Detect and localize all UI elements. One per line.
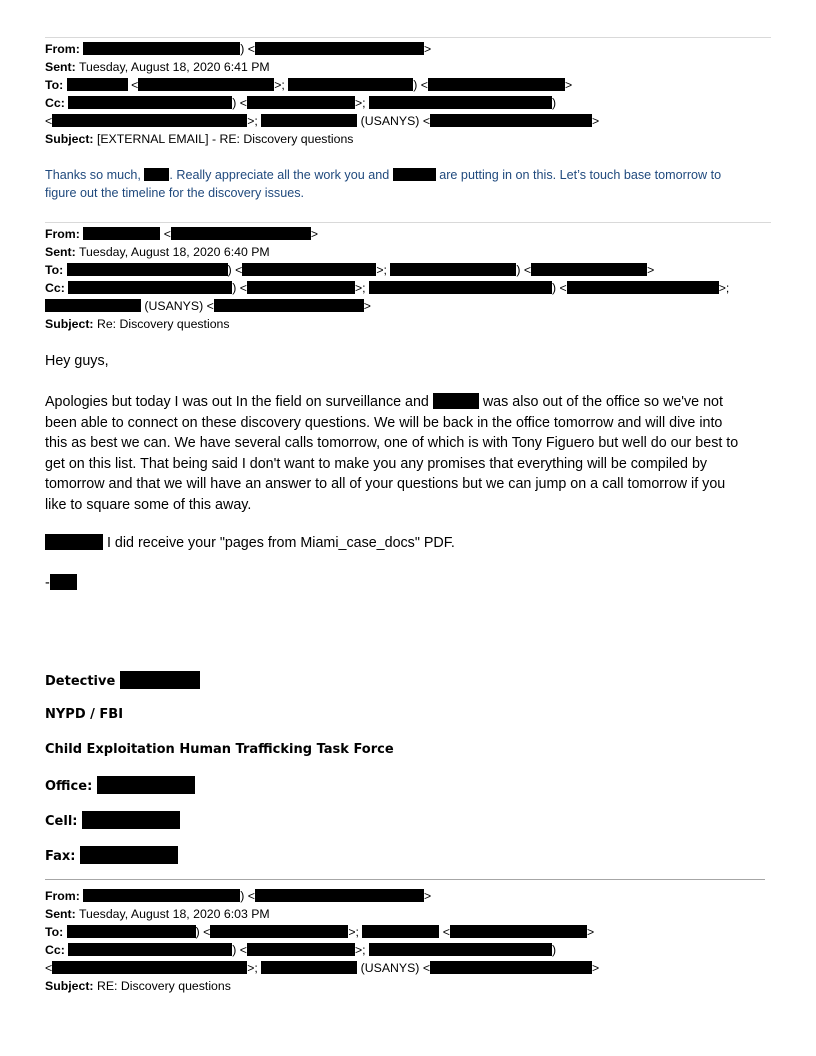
email1-cc-line2: < >; (USANYS) < > (45, 114, 600, 128)
separator (45, 222, 771, 223)
subject-text: RE: Discovery questions (96, 979, 231, 993)
email2-subject-line: Subject: Re: Discovery questions (45, 317, 230, 331)
redaction (120, 671, 200, 689)
sign-off: - (45, 573, 775, 594)
email2-sent-line: Sent: Tuesday, August 18, 2020 6:40 PM (45, 245, 270, 259)
email1-subject-line: Subject: [EXTERNAL EMAIL] - RE: Discovery questions (45, 132, 354, 146)
email1-sent-line: Sent: Tuesday, August 18, 2020 6:41 PM (45, 60, 270, 74)
reply1-line1: Thanks so much, . Really appreciate all the work you and are putting in on this. Let’s touch base tomorrow to (45, 168, 722, 182)
redaction (68, 943, 232, 956)
redaction (390, 263, 516, 276)
email2-cc-line2: (USANYS) < > (45, 297, 371, 315)
redaction (430, 961, 592, 974)
redaction (214, 299, 364, 312)
redaction (531, 263, 647, 276)
redaction (255, 42, 424, 55)
redaction (83, 889, 240, 902)
subject-text: Re: Discovery questions (96, 317, 230, 331)
redaction (97, 776, 195, 794)
redaction (428, 78, 565, 91)
sent-date: Tuesday, August 18, 2020 6:41 PM (78, 60, 270, 74)
redaction (83, 227, 160, 240)
redaction (144, 168, 169, 181)
body-paragraph: Apologies but today I was out In the field on surveillance and was also out of the office so we've not been able to connect on these discovery questions. We will be back in the office tomorrow and will dive into this as best we can. We have several calls tomorrow, one of which is with Tony Figuero but well do our best to get on this list. That being said I don't want to make you any promises that everything will be compiled by tomorrow and that we will have an answer to all of your questions but we can jump on a call tomorrow if you like to square some of this away. (45, 394, 739, 513)
redaction (67, 78, 128, 91)
redaction (50, 574, 77, 590)
redaction (52, 114, 247, 127)
signature-title: Detective (45, 671, 200, 690)
redaction (450, 925, 587, 938)
greeting: Hey guys, (45, 353, 109, 369)
redaction (83, 42, 240, 55)
redaction (210, 925, 348, 938)
redaction (67, 263, 228, 276)
redaction (45, 299, 141, 312)
redaction (45, 534, 103, 550)
redaction (261, 961, 357, 974)
email3-cc-line2: < >; (USANYS) < > (45, 961, 600, 975)
redaction (369, 943, 552, 956)
redaction (288, 78, 413, 91)
email3-sent-line: Sent: Tuesday, August 18, 2020 6:03 PM (45, 907, 270, 921)
email1-to-line: To: < >; ) < > (45, 78, 573, 92)
redaction (255, 889, 424, 902)
from-label: From: (45, 42, 80, 56)
separator (45, 879, 765, 880)
redaction (68, 281, 232, 294)
redaction (430, 114, 592, 127)
email3-cc-line: Cc: ) < >; ) (45, 943, 557, 957)
redaction (393, 168, 436, 181)
email2-from-line: From: < > (45, 227, 319, 241)
redaction (433, 393, 479, 409)
email2-to-line: To: ) < >; ) < > (45, 263, 655, 277)
email1-cc-line: Cc: ) < >; ) (45, 96, 557, 110)
email2-cc-line: Cc: ) < >; ) < >; (45, 281, 730, 295)
redaction (52, 961, 247, 974)
email3-subject-line: Subject: RE: Discovery questions (45, 979, 231, 993)
redaction (247, 96, 355, 109)
redaction (247, 943, 355, 956)
separator (45, 37, 771, 38)
reply1-line2: figure out the timeline for the discovery issues. (45, 186, 304, 200)
signature-org: NYPD / FBI (45, 707, 124, 722)
redaction (369, 96, 552, 109)
email3-to-line: To: ) < >; < > (45, 925, 595, 939)
sent-date: Tuesday, August 18, 2020 6:03 PM (78, 907, 270, 921)
email3-from-line: From: ) < > (45, 889, 432, 903)
signature-office: Office: (45, 776, 195, 795)
redaction (82, 811, 180, 829)
signature-fax: Fax: (45, 846, 178, 865)
redaction (362, 925, 439, 938)
email1-from-line: From: ) < > (45, 42, 432, 56)
redaction (68, 96, 232, 109)
redaction (67, 925, 196, 938)
sent-date: Tuesday, August 18, 2020 6:40 PM (78, 245, 270, 259)
redaction (171, 227, 311, 240)
redaction (242, 263, 376, 276)
redaction (369, 281, 552, 294)
signature-cell: Cell: (45, 811, 180, 830)
pdf-note: I did receive your "pages from Miami_case_docs" PDF. (45, 533, 775, 554)
redaction (138, 78, 274, 91)
redaction (247, 281, 355, 294)
subject-text: [EXTERNAL EMAIL] - RE: Discovery questions (96, 132, 354, 146)
signature-task-force: Child Exploitation Human Trafficking Task Force (45, 742, 394, 757)
redaction (80, 846, 178, 864)
redaction (261, 114, 357, 127)
redaction (567, 281, 719, 294)
